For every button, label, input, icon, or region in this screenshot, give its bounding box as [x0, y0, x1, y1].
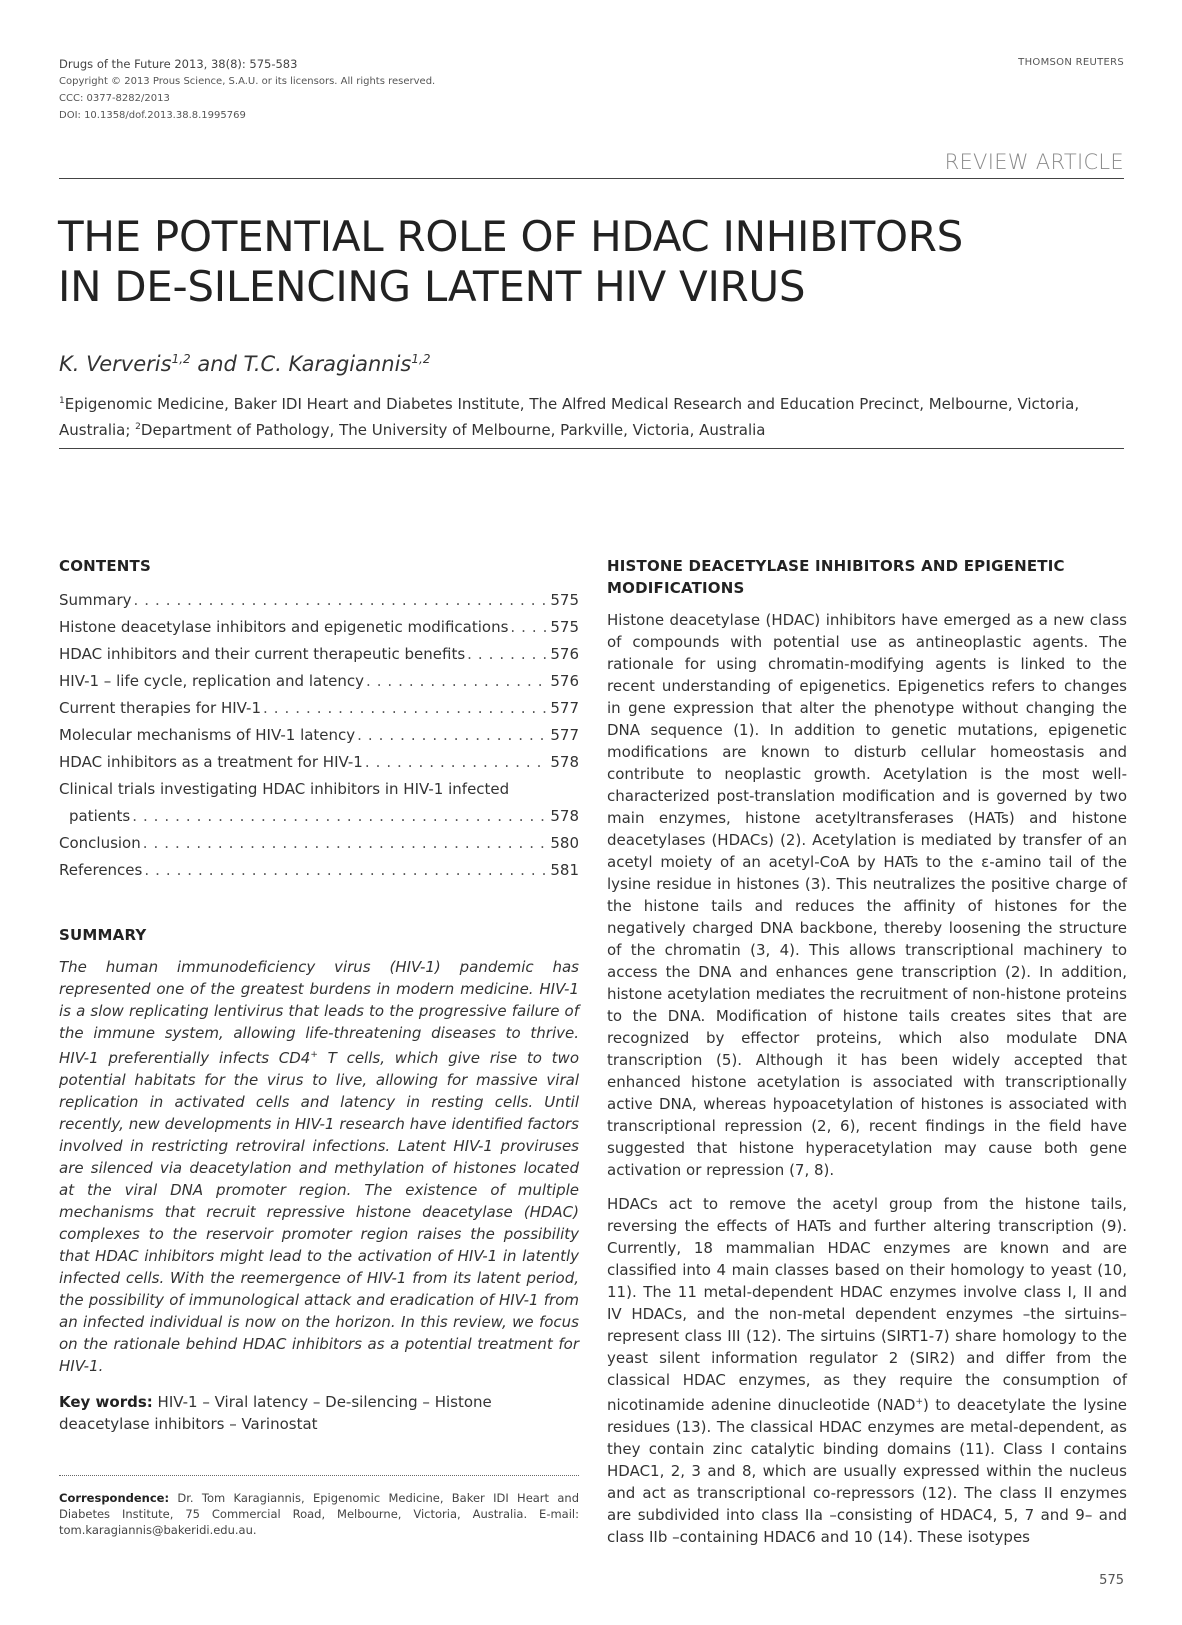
toc-dot-leader — [132, 803, 548, 830]
superscript-plus: + — [310, 1050, 318, 1060]
toc-item-title: Molecular mechanisms of HIV-1 latency — [59, 726, 356, 744]
publisher-name: THOMSON REUTERS — [1018, 57, 1124, 68]
right-column — [607, 555, 1127, 1560]
toc-item-title: patients — [69, 807, 131, 825]
toc-item — [59, 641, 579, 668]
keywords — [59, 1391, 579, 1435]
toc-dot-leader — [144, 857, 548, 884]
author-conjunction: and — [190, 352, 244, 376]
affiliation-text: Epigenomic Medicine, Baker IDI Heart and Diabetes Institute, The Alfred Medical Research and Education Precinct, Melbourne, Victoria, Australia; — [59, 395, 1080, 439]
toc-item — [59, 668, 579, 695]
toc-dot-leader — [357, 722, 548, 749]
title-line-2: IN DE-SILENCING LATENT HIV VIRUS — [58, 262, 806, 311]
summary-text — [59, 956, 579, 1377]
author-affiliation-marker: 1,2 — [171, 352, 191, 366]
title-line-1: THE POTENTIAL ROLE OF HDAC INHIBITORS — [58, 212, 964, 261]
ccc-line: CCC: 0377-8282/2013 — [59, 93, 170, 104]
toc-item-page: 575 — [550, 591, 579, 609]
toc-item-page: 577 — [550, 699, 579, 717]
toc-dot-leader — [143, 830, 549, 857]
toc-item-page: 577 — [550, 726, 579, 744]
toc-item-title: HIV-1 – life cycle, replication and latency — [59, 672, 364, 690]
journal-citation: Drugs of the Future 2013, 38(8): 575-583 — [59, 57, 298, 71]
table-of-contents — [59, 587, 579, 884]
toc-item-title: Current therapies for HIV-1 — [59, 699, 262, 717]
toc-item-title: HDAC inhibitors as a treatment for HIV-1 — [59, 753, 363, 771]
doi-line: DOI: 10.1358/dof.2013.38.8.1995769 — [59, 110, 246, 121]
toc-item-page: 578 — [550, 807, 579, 825]
toc-item — [59, 587, 579, 614]
body-text-part: HDACs act to remove the acetyl group from the histone tails, reversing the effects of HATs and further altering transcription (9). Currently, 18 mammalian HDAC enzymes are known and are classified into 4 main classes based on their homology to yeast (10, 11). The 11 metal-dependent HDAC enzymes involve class I, II and IV HDACs, and the non-metal dependent enzymes –the sirtuins– represent class III (12). The sirtuins (SIRT1-7) share homology to the yeast silent information regulator 2 (SIR2) and differ from the classical HDAC enzymes, as they require the consumption of nicotinamide adenine dinucleotide (NAD — [607, 1195, 1127, 1414]
toc-item — [59, 803, 579, 830]
toc-dot-leader — [134, 587, 549, 614]
toc-item-title: Summary — [59, 591, 132, 609]
article-type-label: REVIEW ARTICLE — [944, 150, 1124, 174]
keywords-list: HIV-1 – Viral latency – De-silencing – Histone deacetylase inhibitors – Varinostat — [59, 1393, 492, 1433]
toc-dot-leader — [365, 749, 549, 776]
correspondence-divider — [59, 1475, 579, 1476]
section-heading: HISTONE DEACETYLASE INHIBITORS AND EPIGENETIC MODIFICATIONS — [607, 557, 1065, 597]
page-number: 575 — [1099, 1573, 1124, 1588]
toc-item-title: Conclusion — [59, 834, 141, 852]
toc-item — [59, 695, 579, 722]
toc-item-title: Histone deacetylase inhibitors and epigenetic modifications — [59, 618, 509, 636]
toc-item-page: 575 — [550, 618, 579, 636]
summary-heading: SUMMARY — [59, 926, 147, 944]
toc-item-title: Clinical trials investigating HDAC inhibitors in HIV-1 infected — [59, 780, 510, 798]
article-metadata — [59, 56, 435, 124]
keywords-label: Key words: — [59, 1393, 153, 1411]
toc-item-page: 581 — [550, 861, 579, 879]
toc-dot-leader — [366, 668, 548, 695]
toc-item-page: 576 — [550, 645, 579, 663]
affiliation-divider — [59, 448, 1124, 449]
body-paragraph: Histone deacetylase (HDAC) inhibitors have emerged as a new class of compounds with potential use as antineoplastic agents. The rationale for using chromatin-modifying agents is linked to the recent understanding of epigenetics. Epigenetics refers to changes in gene expression that alter the phenotype without changing the DNA sequence (1). In addition to genetic mutations, epigenetic modifications are known to disturb cellular homeostasis and contribute to neoplastic growth. Acetylation is the most well-characterized post-translation modification and is governed by two main enzymes, histone acetyltransferases (HATs) and histone deacetylases (HDACs) (2). Acetylation is mediated by transfer of an acetyl moiety of an acetyl-CoA by HATs to the ε-amino tail of the lysine residue in histones (3). This neutralizes the positive charge of the histone tails and reduces the affinity of histones for the negatively charged DNA backbone, thereby loosening the structure of the chromatin (3, 4). This allows transcriptional machinery to access the DNA and enhances gene transcription (2). In addition, histone acetylation mediates the recruitment of non-histone proteins to the DNA. Modification of histone tails creates sites that are recognized by effector proteins, which also modulate DNA transcription (5). Although it has been widely accepted that enhanced histone acetylation is associated with transcriptionally active DNA, whereas hypoacetylation of histones is associated with transcriptional repression (2, 6), recent findings in the field have suggested that histone hyperacetylation may cause both gene activation or repression (7, 8). — [607, 611, 1127, 1179]
article-title — [58, 212, 1128, 312]
toc-item — [59, 749, 579, 776]
toc-dot-leader — [467, 641, 548, 668]
toc-item — [59, 776, 579, 803]
author-affiliation-marker: 1,2 — [411, 352, 431, 366]
body-text-part: ) to deacetylate the lysine residues (13). The classical HDAC enzymes are metal-dependent, as they contain zinc catalytic binding domains (11). Class I contains HDAC1, 2, 3 and 8, which are usually expressed within the nucleus and act as transcriptional co-repressors (12). The class II enzymes are subdivided into class IIa –consisting of HDAC4, 5, 7 and 9– and class IIb –containing HDAC6 and 10 (14). These isotypes — [607, 1396, 1127, 1546]
author-list — [59, 352, 430, 376]
toc-item — [59, 722, 579, 749]
summary-text-part: T cells, which give rise to two potential habitats for the virus to live, allowing for massive viral replication in activated cells and latency in resting cells. Until recently, new developments in HIV-1 research have identified factors involved in restricting retroviral infections. Latent HIV-1 proviruses are silenced via deacetylation and methylation of histones located at the viral DNA promoter region. The existence of multiple mechanisms that recruit repressive histone deacetylase (HDAC) complexes to the reservoir promoter region raises the possibility that HDAC inhibitors might lead to the activation of HIV-1 in latently infected cells. With the reemergence of HIV-1 from its latent period, the possibility of immunological attack and eradication of HIV-1 from an infected individual is now on the horizon. In this review, we focus on the rationale behind HDAC inhibitors as a potential treatment for HIV-1. — [59, 1049, 579, 1375]
correspondence-text: Dr. Tom Karagiannis, Epigenomic Medicine, Baker IDI Heart and Diabetes Institute, 75 Commercial Road, Melbourne, Victoria, Australia. E-mail: tom.karagiannis@bakeridi.edu.au. — [59, 1491, 579, 1537]
header-divider — [59, 178, 1124, 179]
correspondence-label: Correspondence: — [59, 1491, 170, 1505]
affiliation-marker: 1 — [59, 396, 65, 406]
body-paragraph — [607, 1193, 1127, 1548]
toc-item-title: HDAC inhibitors and their current therapeutic benefits — [59, 645, 466, 663]
copyright-line: Copyright © 2013 Prous Science, S.A.U. or its licensors. All rights reserved. — [59, 76, 436, 87]
toc-item-page: 576 — [550, 672, 579, 690]
superscript-plus: + — [915, 1397, 924, 1407]
toc-dot-leader — [263, 695, 548, 722]
affiliations — [59, 390, 1124, 442]
correspondence-note — [59, 1490, 579, 1538]
toc-item-page: 580 — [550, 834, 579, 852]
toc-item — [59, 614, 579, 641]
left-column — [59, 555, 579, 1538]
affiliation-text: Department of Pathology, The University of Melbourne, Parkville, Victoria, Australia — [140, 421, 766, 439]
author-name: T.C. Karagiannis — [243, 352, 412, 376]
toc-item — [59, 857, 579, 884]
summary-text-part: The human immunodeficiency virus (HIV-1) pandemic has represented one of the greatest burdens in modern medicine. HIV-1 is a slow replicating lentivirus that leads to the progressive failure of the immune system, allowing life-threatening diseases to thrive. HIV-1 preferentially infects CD4 — [59, 958, 579, 1067]
affiliation-marker: 2 — [135, 422, 141, 432]
author-name: K. Ververis — [59, 352, 172, 376]
toc-dot-leader — [510, 614, 548, 641]
toc-item — [59, 830, 579, 857]
contents-heading: CONTENTS — [59, 557, 151, 575]
toc-item-title: References — [59, 861, 143, 879]
toc-item-page: 578 — [550, 753, 579, 771]
